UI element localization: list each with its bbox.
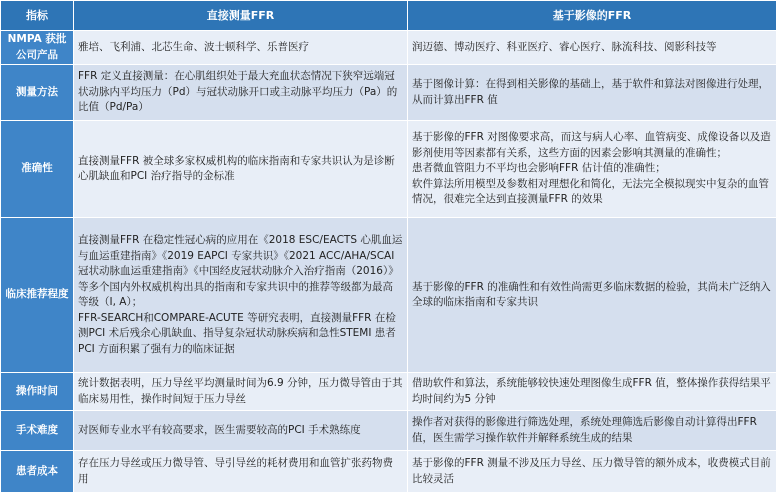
direct-cell xyxy=(74,65,408,121)
cell-text: 借助软件和算法，系统能够较快速处理图像生成FFR 值，整体操作获得结果平均时间约为5 分钟 xyxy=(412,376,772,407)
image-cell xyxy=(408,218,776,373)
table-row xyxy=(1,31,776,65)
row-label: 临床推荐程度 xyxy=(1,218,74,373)
table-row xyxy=(1,373,776,411)
direct-cell xyxy=(74,31,408,65)
direct-cell xyxy=(74,218,408,373)
cell-text: 润迈德、博动医疗、科亚医疗、睿心医疗、脉流科技、阅影科技等 xyxy=(412,40,772,56)
direct-cell xyxy=(74,451,408,493)
cell-text: 软件算法所用模型及参数相对理想化和简化，无法完全模拟现实中复杂的血管情况，很难完全达到直接测量FFR 的效果 xyxy=(412,177,772,208)
table-row xyxy=(1,65,776,121)
image-cell xyxy=(408,65,776,121)
direct-cell xyxy=(74,121,408,218)
table-row xyxy=(1,451,776,493)
cell-text: 对医师专业水平有较高要求，医生需要较高的PCI 手术熟练度 xyxy=(78,423,403,439)
cell-text: 直接测量FFR 被全球多家权威机构的临床指南和专家共识认为是诊断心肌缺血和PCI 治疗指导的金标准 xyxy=(78,154,403,185)
row-label: 准确性 xyxy=(1,121,74,218)
row-label: 患者成本 xyxy=(1,451,74,493)
image-cell xyxy=(408,31,776,65)
row-label: 测量方法 xyxy=(1,65,74,121)
direct-cell xyxy=(74,373,408,411)
image-cell xyxy=(408,121,776,218)
cell-text: 基于影像的FFR 的准确性和有效性尚需更多临床数据的检验，其尚未广泛纳入全球的临床指南和专家共识 xyxy=(412,280,772,311)
row-label: 操作时间 xyxy=(1,373,74,411)
table-row xyxy=(1,121,776,218)
table-row xyxy=(1,411,776,451)
image-cell xyxy=(408,451,776,493)
header-indicator: 指标 xyxy=(1,1,74,31)
cell-text: 雅培、飞利浦、北芯生命、波士顿科学、乐普医疗 xyxy=(78,40,403,56)
cell-text: FFR-SEARCH和COMPARE-ACUTE 等研究表明，直接测量FFR 在检测PCI 术后残余心肌缺血、指导复杂冠状动脉疾病和急性STEMI 患者PCI 方面积累了强有力的临床证据 xyxy=(78,311,403,358)
cell-text: 基于影像的FFR 对图像要求高，而这与病人心率、血管病变、成像设备以及造影剂使用等因素都有关系，这些方面的因素会影响其测量的准确性； xyxy=(412,130,772,161)
table-row xyxy=(1,218,776,373)
cell-text: 基于影像的FFR 测量不涉及压力导丝、压力微导管的额外成本，收费模式目前比较灵活 xyxy=(412,456,772,487)
cell-text: 直接测量FFR 在稳定性冠心病的应用在《2018 ESC/EACTS 心肌血运与血运重建指南》《2019 EAPCI 专家共识》《2021 ACC/AHA/SCAI 冠状动脉血运重建指南》《中国经皮冠状动脉介入治疗指南（2016）》等多个国内外权威机构出具的指南和专家共识中的推荐等级都为最高等级（Ⅰ, A）； xyxy=(78,233,403,311)
cell-text: 操作者对获得的影像进行筛选处理，系统处理筛选后影像自动计算得出FFR 值，医生需学习操作软件并解释系统生成的结果 xyxy=(412,415,772,446)
header-direct-ffr: 直接测量FFR xyxy=(74,1,408,31)
direct-cell xyxy=(74,411,408,451)
cell-text: 统计数据表明，压力导丝平均测量时间为6.9 分钟，压力微导管由于其临床易用性，操作时间短于压力导丝 xyxy=(78,376,403,407)
cell-text: FFR 定义直接测量：在心肌组织处于最大充血状态情况下狭窄远端冠状动脉内平均压力（Pd）与冠状动脉开口或主动脉平均压力（Pa）的比值（Pd/Pa） xyxy=(78,69,403,116)
cell-text: 基于图像计算：在得到相关影像的基础上，基于软件和算法对图像进行处理，从而计算出FFR 值 xyxy=(412,77,772,108)
header-image-ffr: 基于影像的FFR xyxy=(408,1,776,31)
row-label: 手术难度 xyxy=(1,411,74,451)
cell-text: 存在压力导丝或压力微导管、导引导丝的耗材费用和血管扩张药物费用 xyxy=(78,456,403,487)
header-row xyxy=(1,1,776,31)
row-label: NMPA 获批公司产品 xyxy=(1,31,74,65)
image-cell xyxy=(408,373,776,411)
cell-text: 患者微血管阻力不平均也会影响FFR 估计值的准确性； xyxy=(412,161,772,177)
image-cell xyxy=(408,411,776,451)
